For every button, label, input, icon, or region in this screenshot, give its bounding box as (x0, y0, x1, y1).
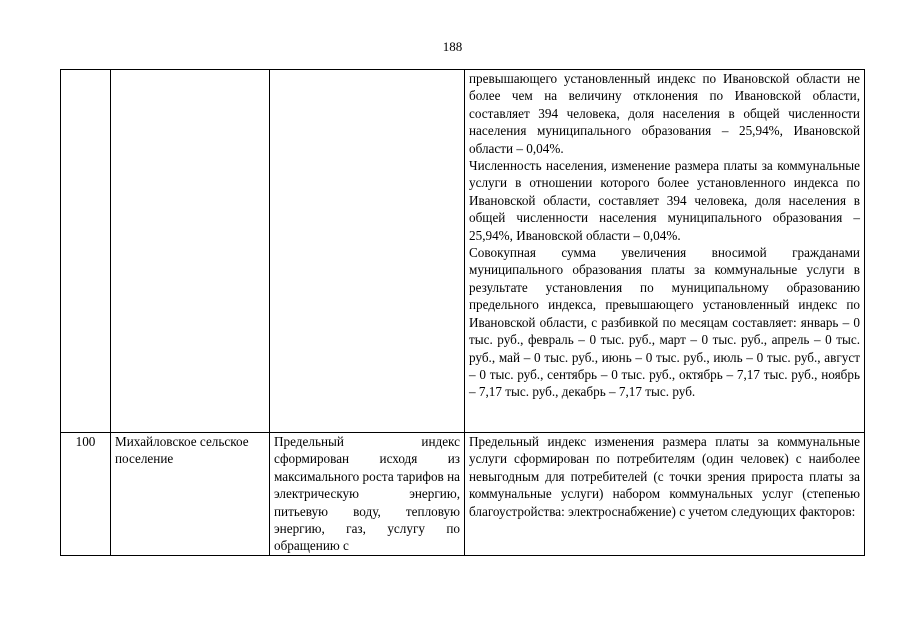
details-paragraph: Предельный индекс изменения размера платы за коммунальные услуги сформирован по потребителям (один человек) с наиболее невыгодным для потребителей (с точки зрения прироста платы за коммунальные услуги) набором коммунальных услуг (степенью благоустройства: электроснабжение) с учетом следующих факторов: (469, 434, 860, 519)
page-number: 188 (442, 39, 463, 54)
details-cell (465, 433, 865, 556)
details-paragraph: Численность населения, изменение размера платы за коммунальные услуги в отношении которого более установленного индекса по Ивановской области, составляет 394 человека, доля населения в общей численности населения муниципального образования – 25,94%, Ивановской области – 0,04%. (469, 158, 860, 243)
details-paragraph: Совокупная сумма увеличения вносимой гражданами муниципального образования платы за коммунальные услуги в результате установления по муниципальному образованию предельного индекса, превышающего установленный индекс по Ивановской области, с разбивкой по месяцам составляет: январь – 0 тыс. руб., февраль – 0 тыс. руб., март – 0 тыс. руб., апрель – 0 тыс. руб., май – 0 тыс. руб., июнь – 0 тыс. руб., июль – 0 тыс. руб., август – 0 тыс. руб., сентябрь – 0 тыс. руб., октябрь – 7,17 тыс. руб., ноябрь – 7,17 тыс. руб., декабрь – 7,17 тыс. руб. (469, 245, 860, 400)
row-number-cell: 100 (61, 433, 111, 556)
row-number-cell (61, 70, 111, 433)
index-table (60, 69, 865, 556)
details-paragraph: превышающего установленный индекс по Ивановской области не более чем на величину отклонения по Ивановской области, составляет 394 человека, доля населения в общей численности населения муниципального образования – 25,94%, Ивановской области – 0,04%. (469, 71, 860, 156)
index-basis-cell: Предельный индекс сформирован исходя из максимального роста тарифов на электрическую энергию, питьевую воду, тепловую энергию, газ, услугу по обращению с (270, 433, 465, 556)
details-cell (465, 70, 865, 433)
settlement-cell: Михайловское сельское поселение (111, 433, 270, 556)
settlement-cell (111, 70, 270, 433)
index-basis-cell (270, 70, 465, 433)
table-row (61, 433, 865, 556)
table-row (61, 70, 865, 433)
